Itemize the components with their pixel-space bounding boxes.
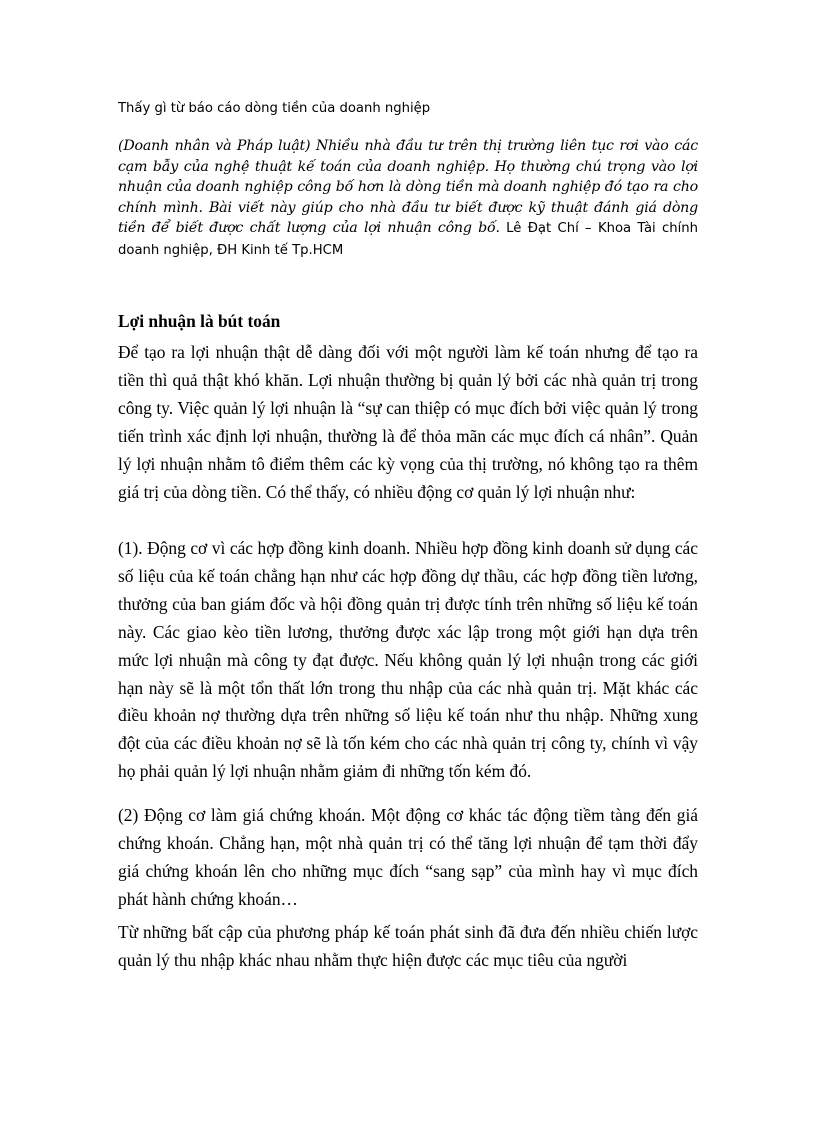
document-title: Thấy gì từ báo cáo dòng tiền của doanh nghiệp [118,101,431,116]
body-paragraph: Để tạo ra lợi nhuận thật dễ dàng đối với một người làm kế toán nhưng để tạo ra tiền thì quả thật khó khăn. Lợi nhuận thường bị quản lý bởi các nhà quản trị trong công ty. Việc quản lý lợi nhuận là “sự can thiệp có mục đích bởi việc quản lý trong tiến trình xác định lợi nhuận, thường là để thỏa mãn các mục đích cá nhân”. Quản lý lợi nhuận nhằm tô điểm thêm các kỳ vọng của thị trường, nó không tạo ra thêm giá trị của dòng tiền. Có thể thấy, có nhiều động cơ quản lý lợi nhuận như: [118,342,698,502]
body-paragraph: Từ những bất cập của phương pháp kế toán phát sinh đã đưa đến nhiều chiến lược quản lý thu nhập khác nhau nhằm thực hiện được các mục tiêu của người [118,922,698,970]
lead-text: (Doanh nhân và Pháp luật) Nhiều nhà đầu tư trên thị trường liên tục rơi vào các cạm bẫy của nghệ thuật kế toán của doanh nghiệp. Họ thường chú trọng vào lợi nhuận của doanh nghiệp công bố hơn là dòng tiền mà doanh nghiệp đó tạo ra cho chính mình. Bài viết này giúp cho nhà đầu tư biết được kỹ thuật đánh giá dòng tiền để biết được chất lượng của lợi nhuận công bố. [118,138,698,236]
body-paragraph: (2) Động cơ làm giá chứng khoán. Một động cơ khác tác động tiềm tàng đến giá chứng khoán. Chẳng hạn, một nhà quản trị có thể tăng lợi nhuận để tạm thời đẩy giá chứng khoán lên cho những mục đích “sang sạp” của mình hay vì mục đích phát hành chứng khoán… [118,805,698,909]
body-paragraph: (1). Động cơ vì các hợp đồng kinh doanh. Nhiều hợp đồng kinh doanh sử dụng các số liệu của kế toán chẳng hạn như các hợp đồng dự thầu, các hợp đồng tiền lương, thưởng của ban giám đốc và hội đồng quản trị được tính trên những số liệu kế toán này. Các giao kèo tiền lương, thưởng được xác lập trong một giới hạn dựa trên mức lợi nhuận mà công ty đạt được. Nếu không quản lý lợi nhuận trong các giới hạn này sẽ là một tổn thất lớn trong thu nhập của các nhà quản trị. Mặt khác các điều khoản nợ thường dựa trên những số liệu kế toán như thu nhập. Những xung đột của các điều khoản nợ sẽ là tốn kém cho các nhà quản trị công ty, chính vì vậy họ phải quản lý lợi nhuận nhằm giảm đi những tốn kém đó. [118,538,698,782]
lead-paragraph [118,136,698,261]
section-heading: Lợi nhuận là bút toán [118,311,281,331]
author-credit: Lê Đạt Chí – Khoa Tài chính doanh nghiệp, ĐH Kinh tế Tp.HCM [118,221,698,258]
